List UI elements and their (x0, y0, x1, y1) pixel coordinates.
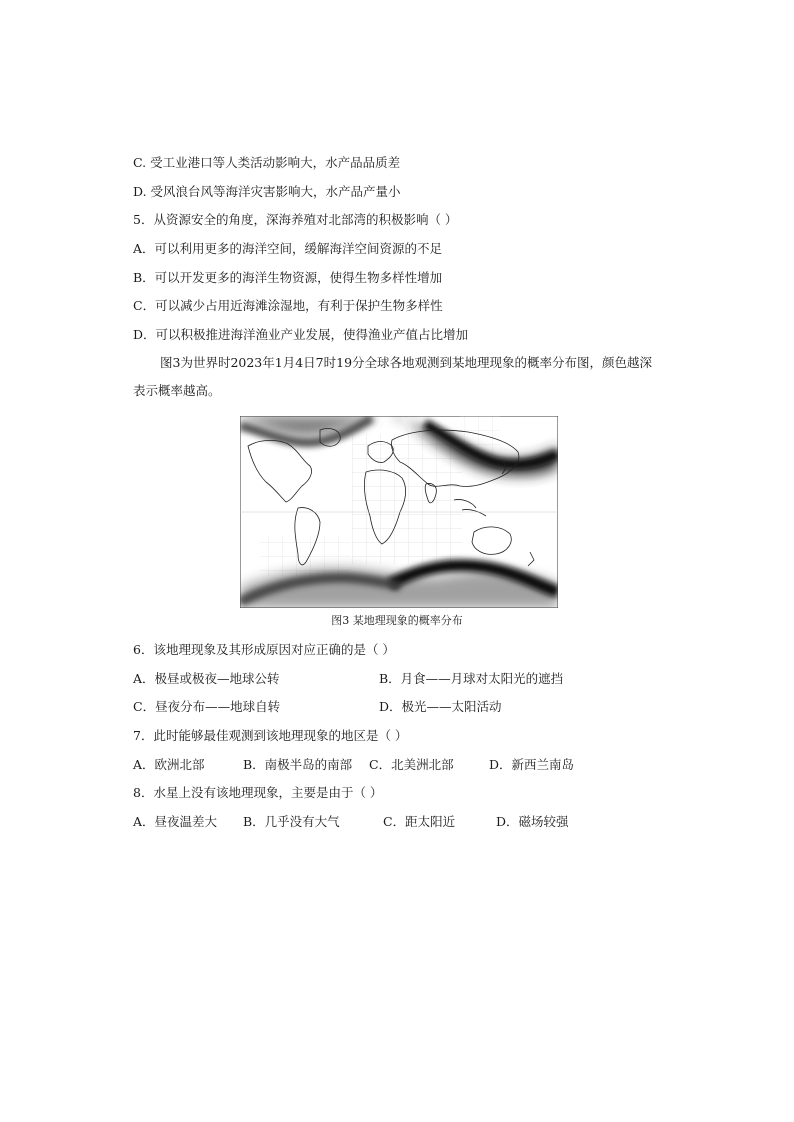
q8-option-a: A．昼夜温差大 (133, 814, 218, 829)
q7-stem: 7．此时能够最佳观测到该地理现象的地区是（ ） (133, 728, 408, 743)
q7-option-b: B．南极半岛的南部 (243, 757, 353, 772)
q4-option-d: D. 受风浪台风等海洋灾害影响大，水产品产量小 (133, 184, 401, 199)
q8-option-b: B．几乎没有大气 (243, 814, 340, 829)
q6-options-row-2 (133, 699, 502, 715)
q6-options-row-1 (133, 671, 563, 687)
q5-option-a: A．可以利用更多的海洋空间，缓解海洋空间资源的不足 (133, 241, 443, 256)
q6-option-b: B．月食——月球对太阳光的遮挡 (379, 671, 564, 686)
q7-option-d: D．新西兰南岛 (489, 757, 575, 772)
q6-option-c: C．昼夜分布——地球自转 (133, 699, 281, 714)
q8-options-row (133, 814, 569, 830)
probability-world-map (240, 416, 558, 608)
q8-option-d: D．磁场较强 (496, 814, 569, 829)
q7-option-a: A．欧洲北部 (133, 757, 205, 772)
q8-stem: 8．水星上没有该地理现象，主要是由于（ ） (133, 785, 383, 800)
q5-stem: 5．从资源安全的角度，深海养殖对北部湾的积极影响（ ） (133, 212, 458, 227)
q8-option-c: C．距太阳近 (383, 814, 456, 829)
q7-options-row (133, 757, 574, 773)
q5-option-d: D．可以积极推进海洋渔业产业发展，使得渔业产值占比增加 (133, 327, 469, 342)
q6-stem: 6．该地理现象及其形成原因对应正确的是（ ） (133, 642, 395, 657)
q5-option-c: C．可以减少占用近海滩涂湿地，有利于保护生物多样性 (133, 298, 443, 313)
q6-option-d: D．极光——太阳活动 (379, 699, 502, 714)
figure-intro-paragraph: 图3为世界时2023年1月4日7时19分全球各地观测到某地理现象的概率分布图，颜色越深表示概率越高。 (133, 355, 653, 398)
q6-option-a: A．极昼或极夜—地球公转 (133, 671, 280, 686)
q7-option-c: C．北美洲北部 (369, 757, 454, 772)
figure-caption: 图3 某地理现象的概率分布 (331, 614, 463, 627)
q4-option-c: C. 受工业港口等人类活动影响大，水产品品质差 (133, 155, 401, 170)
q5-option-b: B．可以开发更多的海洋生物资源，使得生物多样性增加 (133, 270, 443, 285)
